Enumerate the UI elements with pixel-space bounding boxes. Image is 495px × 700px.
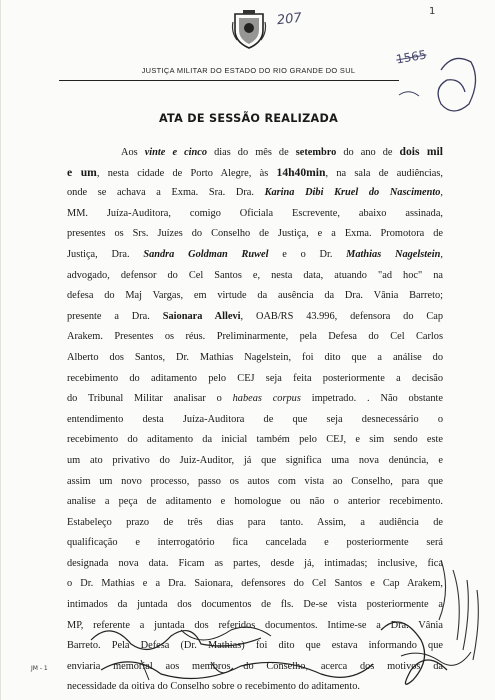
text-run: setembro (295, 147, 337, 158)
body-line (67, 286, 443, 307)
text-run: assim um novo processo, passo os autos com vista ao Conselho, para que (67, 475, 443, 487)
body-line (67, 142, 443, 163)
body-line (67, 451, 443, 472)
text-run: habeas corpus (232, 393, 301, 405)
text-run: enviaria memorial aos membros do Conselho, acerca dos motivos da (67, 660, 443, 672)
body-line (67, 554, 443, 575)
body-line (67, 472, 443, 493)
text-run: Mathias Nagelstein (346, 248, 441, 260)
body-line (67, 266, 443, 287)
text-run: Arakem. Presentes os réus. Preliminarmente, pela Defesa do Cel Carlos (67, 331, 443, 343)
text-run: e um (67, 165, 97, 179)
stamp-number: 1565 (395, 47, 428, 67)
text-run: do ano de (336, 147, 400, 158)
text-run: do Tribunal Militar analisar o (67, 393, 233, 405)
text-run: necessidade da oitiva do Conselho sobre o recebimento do aditamento. (67, 681, 360, 693)
body-line (67, 245, 443, 266)
body-line (67, 369, 443, 390)
text-run: MM. Juíza-Auditora, comigo Oficiala Escrevente, abaixo assinada, (67, 207, 443, 219)
body-line (67, 183, 443, 204)
text-run: Justiça, Dra. (67, 248, 144, 260)
body-line (67, 163, 443, 184)
text-run: vinte e cinco (144, 147, 208, 158)
text-run: Alberto dos Santos, Dr. Mathias Nagelstein, foi dito que a análise do (67, 351, 443, 363)
text-run: um ato privativo do Juiz-Auditor, já que significa uma nova denúncia, e (67, 454, 443, 466)
body-line (67, 533, 443, 554)
text-run: Barreto. Pela Defesa (Dr. Mathias) foi dito que estava informando que (67, 640, 443, 652)
document-title: ATA DE SESSÃO REALIZADA (158, 112, 339, 125)
handwritten-folio-number: 207 (276, 10, 303, 29)
text-run: defesa do Maj Vargas, em virtude da ausência da Dra. Vânia Barreto; (67, 290, 443, 302)
body-line (67, 348, 443, 369)
text-run: dois mil (399, 145, 443, 158)
text-run: Aos (121, 147, 145, 158)
institution-header: JUSTIÇA MILITAR DO ESTADO DO RIO GRANDE DO SUL (141, 66, 356, 75)
signatures (1, 600, 495, 700)
body-line (67, 410, 443, 431)
body-line (67, 204, 443, 225)
body-line (67, 224, 443, 245)
text-run: e o Dr. (268, 248, 347, 260)
text-run: intimados da juntada dos documentos de fls. De-se vista posteriormente a (67, 599, 443, 611)
body-line (67, 307, 443, 328)
text-run: presentes os Srs. Juízes do Conselho de Justiça, e a Exma. Promotora de (67, 228, 443, 240)
text-run: dias do mês de (207, 147, 296, 158)
text-run: entendimento desta Juíza-Auditora de que seja desnecessário o (67, 413, 443, 425)
text-run: 14h40min (276, 165, 326, 179)
text-run: recebimento do aditamento pelo CEJ seja feita posteriormente a decisão (67, 372, 443, 384)
text-run: , nesta cidade de Porto Alegre, às (96, 167, 277, 179)
body-line (67, 574, 443, 595)
text-run: o Dr. Mathias e a Dra. Saionara, defensores do Cel Santos e Cap Arakem, (67, 578, 443, 590)
text-run: advogado, defensor do Cel Santos e, nesta data, atuando "ad hoc" na (67, 269, 443, 281)
text-run: Sandra Goldman Ruwel (143, 248, 269, 260)
form-code: JM - 1 (31, 665, 48, 672)
text-run: , OAB/RS 43.996, defensora do Cap (240, 310, 443, 322)
text-run: , (440, 187, 443, 199)
body-line (67, 430, 443, 451)
text-run: Saionara Allevi (162, 310, 241, 322)
text-run: Estabeleço prazo de três dias para tanto. Assim, a audiência de (67, 516, 443, 528)
text-run: qualificação e interrogatório fica cancelada e posteriormente será (67, 537, 443, 549)
body-line (67, 513, 443, 534)
text-run: Karina Dibi Kruel do Nascimento (264, 187, 441, 199)
header-rule (59, 80, 399, 81)
body-line (67, 327, 443, 348)
text-run: analise a peça de aditamento e homologue ou não o anterior recebimento. (67, 496, 443, 508)
coat-of-arms-icon (231, 10, 267, 50)
text-run: onde se achava a Exma. Sra. Dra. (67, 187, 265, 199)
text-run: , (440, 248, 443, 260)
text-run: presente a Dra. (67, 310, 163, 322)
text-run: impetrado. . Não obstante (300, 393, 443, 405)
text-run: MP, referente a juntada dos referidos documentos. Intime-se a Dra. Vânia (67, 619, 443, 631)
text-run: , na sala de audiências, (325, 167, 443, 179)
body-line (67, 492, 443, 513)
page-mark: 1 (429, 6, 436, 17)
body-line (67, 389, 443, 410)
text-run: recebimento do aditamento da inicial também pelo CEJ, e sim sendo este (67, 434, 443, 446)
text-run: designada nova data. Ficam as partes, desde já, intimadas; inclusive, fica (67, 557, 443, 569)
